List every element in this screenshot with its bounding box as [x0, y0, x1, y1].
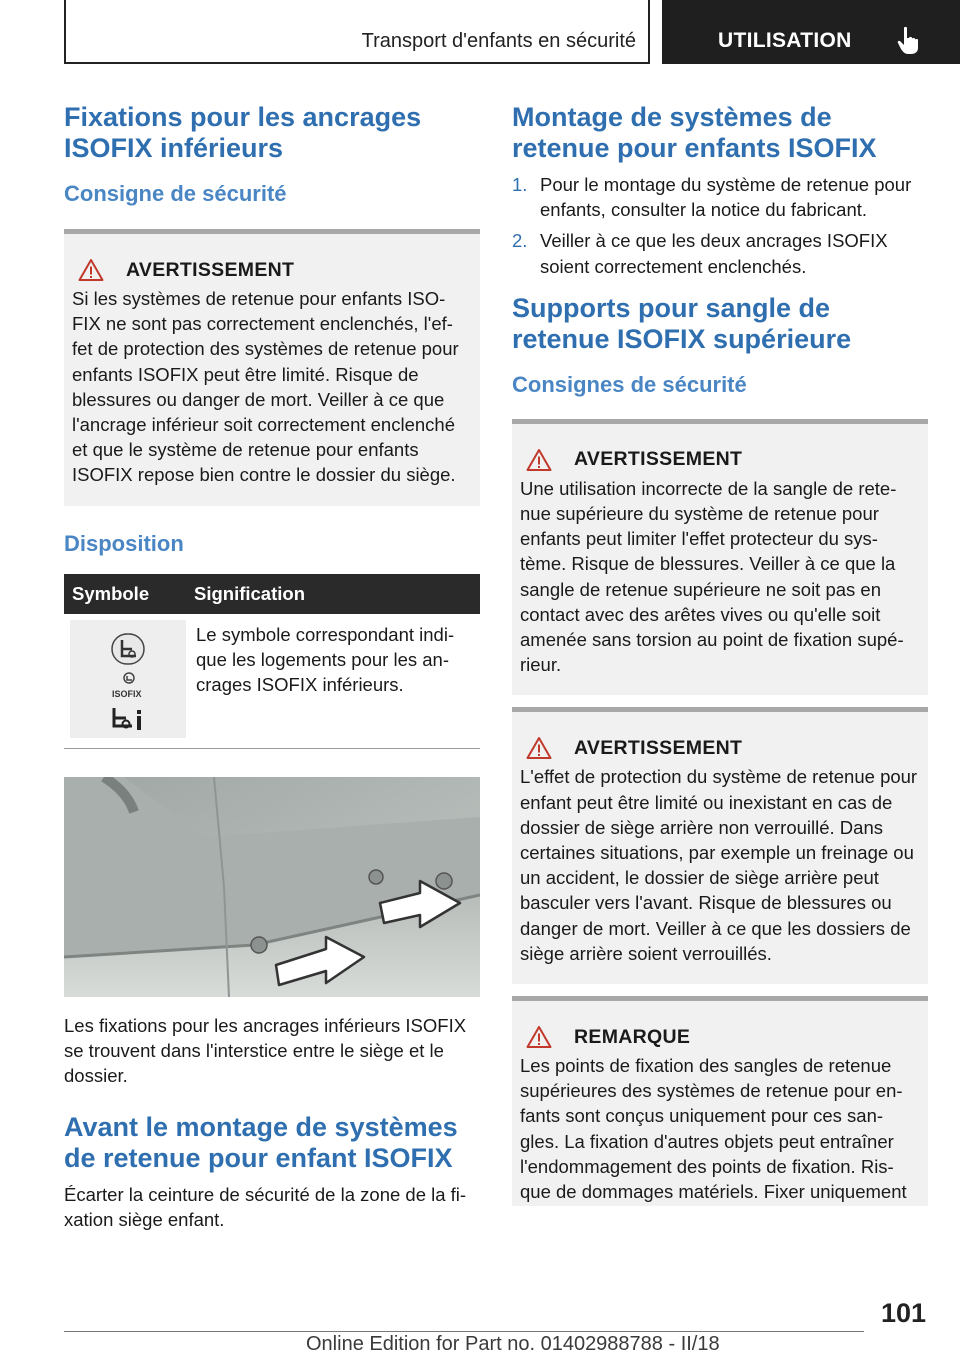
isofix-symbols — [70, 620, 186, 738]
footer-edition: Online Edition for Part no. 01402988788 - II/18 — [306, 1333, 720, 1355]
right-column — [512, 102, 928, 1206]
heading-mounting-isofix: Montage de systèmes de retenue pour enfants ISOFIX — [512, 102, 877, 163]
page-number: 101 — [880, 1298, 926, 1328]
left-column — [64, 102, 480, 1233]
mounting-steps — [512, 172, 928, 279]
list-item — [512, 172, 928, 222]
table-header-symbol: Symbole — [64, 574, 186, 614]
warning-triangle-icon — [526, 448, 552, 472]
isofix-seat-photo — [64, 777, 480, 997]
seat-illustration — [64, 777, 480, 997]
table-cell-meaning: Le symbole correspondant indi-que les logements pour les an-crages ISOFIX inférieurs. — [186, 614, 480, 749]
step-text: Veiller à ce que les deux ancrages ISOFIX soient correctement enclenchés. — [540, 230, 888, 277]
heading-safety-notes: Consignes de sécurité — [512, 371, 747, 397]
step-text: Pour le montage du système de retenue pour enfants, consulter la notice du fabricant. — [540, 174, 912, 221]
warning-title: AVERTISSEMENT — [126, 258, 295, 281]
warning-triangle-icon — [78, 258, 104, 282]
warning-text: L'effet de protection du système de retenue pour enfant peut être limité ou inexistant en cas de dossier de siège arrière non verrouillé. Dans certaines situations, par exemple un freinage ou un accident, le dossier de siège arrière peut basculer vers l'avant. Risque de blessures ou danger de mort. Veiller à ce que les dossiers de siège arrière soient verrouillés. — [520, 766, 918, 964]
warning-text: Une utilisation incorrecte de la sangle de rete-nue supérieure du système de retenue pour enfants peut limiter l'effet protecteur du sys-tème. Risque de blessures. Veiller à ce que la sangle de retenue supérieure ne soit pas en contact avec des arêtes vives ou qu'elle soit amenée sans torsion au point de fixation supé-rieur. — [520, 477, 904, 676]
note-text: Les points de fixation des sangles de retenue supérieures des systèmes de retenue pour en-fants sont conçus uniquement pour ces san-gles. La fixation d'autres objets peut entraîner l'endommagement des points de fixation. Ris-que de dommages matériels. Fixer uniquement — [520, 1055, 907, 1203]
table-header-meaning: Signification — [186, 574, 480, 614]
heading-before-mounting: Avant le montage de systèmes de retenue pour enfant ISOFIX — [64, 1112, 458, 1174]
warning-triangle-icon — [526, 1025, 552, 1049]
note-box — [512, 996, 928, 1206]
warning-text: Si les systèmes de retenue pour enfants ISO-FIX ne sont pas correctement enclenchés, l'ef-fet de protection des systèmes de retenue pour enfants ISOFIX peut être limité. Risque de blessures ou danger de mort. Veiller à ce que l'ancrage inférieur soit correctement enclenché et que le système de retenue pour enfants ISOFIX repose bien contre le dossier du siège. — [72, 288, 459, 486]
section-title: Transport d'enfants en sécurité — [361, 30, 636, 52]
list-item — [512, 228, 928, 278]
isofix-label-icon — [114, 672, 144, 690]
warning-box — [64, 229, 480, 506]
before-mounting-text: Écarter la ceinture de sécurité de la zone de la fi-xation siège enfant. — [64, 1184, 467, 1231]
warning-title: AVERTISSEMENT — [574, 736, 743, 759]
isofix-info-icon — [110, 704, 148, 734]
warning-triangle-icon — [526, 736, 552, 760]
hand-pointer-icon — [896, 26, 922, 56]
step-number: 1. — [512, 174, 528, 195]
chapter-tab[interactable] — [662, 0, 960, 64]
heading-top-tether: Supports pour sangle de retenue ISOFIX supérieure — [512, 292, 852, 354]
heading-isofix-lower-anchors: Fixations pour les ancrages ISOFIX inférieurs — [64, 102, 422, 163]
isofix-small-label: ISOFIX — [112, 688, 142, 699]
step-number: 2. — [512, 230, 528, 252]
footer-divider — [64, 1331, 864, 1332]
chapter-tab-label: UTILISATION — [718, 29, 852, 52]
warning-title: AVERTISSEMENT — [574, 448, 743, 471]
isofix-seat-icon — [110, 632, 146, 666]
warning-box — [512, 707, 928, 984]
warning-box — [512, 419, 928, 696]
symbol-table — [64, 574, 480, 749]
table-row — [64, 614, 480, 749]
header-section-box — [64, 0, 650, 64]
note-title: REMARQUE — [574, 1025, 691, 1048]
heading-safety-note: Consigne de sécurité — [64, 181, 287, 206]
heading-disposition: Disposition — [64, 530, 184, 556]
photo-caption: Les fixations pour les ancrages inférieurs ISOFIX se trouvent dans l'interstice entre le siège et le dossier. — [64, 1014, 467, 1087]
